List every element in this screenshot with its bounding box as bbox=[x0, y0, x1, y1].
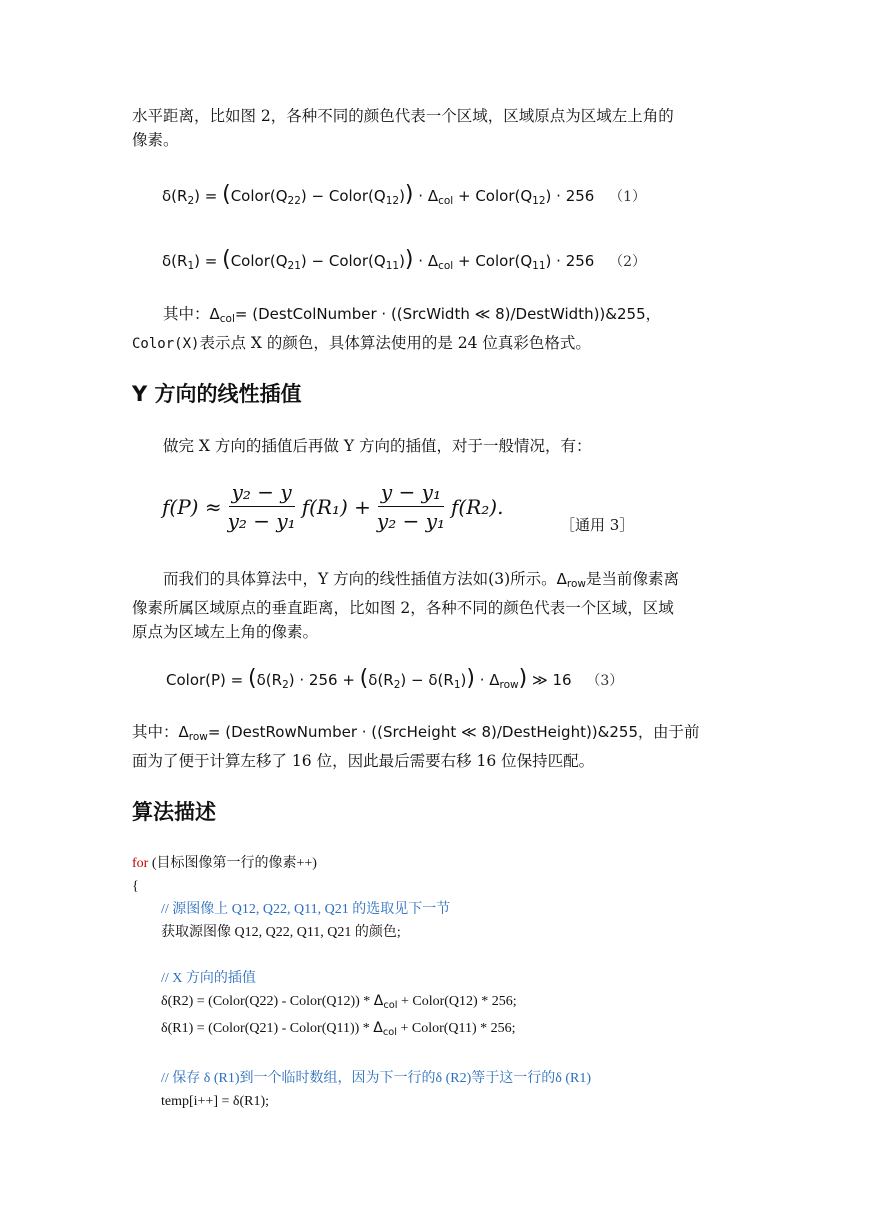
delta-row-formula: = (DestRowNumber · ((SrcHeight ≪ 8)/DestHeight))&255， bbox=[207, 723, 653, 741]
code-line: for (目标图像第一行的像素++) bbox=[132, 856, 317, 871]
code-line: temp[i++] = δ(R1); bbox=[161, 1093, 270, 1109]
code-line: { bbox=[132, 879, 139, 894]
blank-line bbox=[132, 1044, 591, 1067]
text-line: 而我们的具体算法中，Y 方向的线性插值方法如(3)所示。$\Delta_{row}$是当前像素离 bbox=[163, 570, 680, 591]
fraction: $\frac{\text{y − y₁}}{\text{y₂ − y₁}}$ bbox=[376, 480, 446, 533]
text-line: 其中：$\Delta_{row}=$ (DestRowNumber · ((SrcHeight ≪ 8)/DestHeight))&255，由于前 bbox=[132, 723, 700, 744]
code-line: 获取源图像 Q12, Q22, Q11, Q21 的颜色; bbox=[161, 925, 401, 940]
paragraph-y-method bbox=[132, 567, 742, 644]
text-line: 原点为区域左上角的像素。 bbox=[132, 623, 319, 642]
code-comment: // X 方向的插值 bbox=[161, 971, 256, 986]
code-block bbox=[132, 852, 591, 1113]
text-line: 面为了便于计算左移了 16 位，因此最后需要右移 16 位保持匹配。 bbox=[132, 752, 595, 771]
paragraph-intro bbox=[132, 104, 674, 152]
citation-ref: ［通用 3］ bbox=[560, 516, 635, 534]
delta-col-symbol: $\Delta_{col}$ bbox=[373, 993, 398, 1011]
delta-col-formula: = (DestColNumber · ((SrcWidth ≪ 8)/DestWidth))&255， bbox=[234, 305, 661, 323]
equation-number: （3） bbox=[586, 673, 624, 689]
text-line: 其中：$\Delta_{col}=$ (DestColNumber · ((SrcWidth ≪ 8)/DestWidth))&255， bbox=[163, 305, 661, 326]
delta-row-symbol: $\Delta_{row}$ bbox=[178, 723, 208, 744]
code-comment: // 保存 δ (R1)到一个临时数组，因为下一行的δ (R2)等于这一行的δ (R1) bbox=[161, 1070, 592, 1086]
text-line: 水平距离，比如图 2，各种不同的颜色代表一个区域，区域原点为区域左上角的 bbox=[132, 107, 674, 125]
text-line: 像素所属区域原点的垂直距离，比如图 2，各种不同的颜色代表一个区域，区域 bbox=[132, 599, 674, 618]
paragraph-y-intro: 做完 X 方向的插值后再做 Y 方向的插值，对于一般情况，有： bbox=[163, 437, 592, 455]
code-comment: // 源图像上 Q12, Q22, Q11, Q21 的选取见下一节 bbox=[161, 902, 451, 917]
section-heading-y-interp: Y 方向的线性插值 bbox=[132, 382, 302, 406]
section-heading-algorithm: 算法描述 bbox=[132, 800, 216, 824]
paragraph-delta-row bbox=[132, 720, 742, 773]
keyword-for: for bbox=[132, 856, 149, 871]
equation-2: $\delta(R_1)$ = ($Color(Q_{21})$ − $Color(Q_{11})) \cdot \Delta_{col}$ + $Color(Q_{11}) \cdot 256$ （2） bbox=[162, 247, 647, 273]
delta-col-symbol: $\Delta_{col}$ bbox=[373, 1019, 397, 1038]
code-line: δ(R1) = (Color(Q21) - Color(Q11)) * $\Delta_{col}$ + Color(Q11) * 256; bbox=[161, 1019, 516, 1038]
delta-row-symbol: $\Delta_{row}$ bbox=[556, 570, 586, 591]
equation-1: $\delta(R_2)$ = ($Color(Q_{22})$ − $Color(Q_{12})) \cdot \Delta_{col}$ + $Color(Q_{12}) \cdot 256$ （1） bbox=[162, 182, 647, 208]
equation-number: （1） bbox=[609, 189, 647, 205]
paragraph-delta-col bbox=[132, 302, 742, 356]
delta-col-symbol: $\Delta_{col}$ bbox=[209, 305, 235, 326]
equation-number: （2） bbox=[609, 254, 647, 270]
code-line: δ(R2) = (Color(Q22) - Color(Q12)) * $\Delta_{col}$ + Color(Q12) * 256; bbox=[161, 993, 517, 1011]
equation-3: Color(P) = $(\delta(R_2) \cdot 256 + (\delta(R_2) - \delta(R_1)) \cdot \Delta_{row})$ ≫ 16 （3） bbox=[166, 666, 624, 692]
color-x-code: Color(X) bbox=[132, 336, 200, 353]
fraction: $\frac{\text{y₂ − y}}{\text{y₂ − y₁}}$ bbox=[227, 480, 296, 533]
text-line: 像素。 bbox=[132, 131, 179, 149]
blank-line bbox=[132, 944, 591, 967]
text-line: Color(X)表示点 X 的颜色，具体算法使用的是 24 位真彩色格式。 bbox=[132, 334, 591, 353]
formula-linear-interp: f(P) ≈ $\frac{\text{y₂ − y}}{\text{y₂ − y₁}}$ f(R₁) + $\frac{\text{y − y₁}}{\text{y₂ − y₁}}$ f(R₂). bbox=[162, 480, 504, 533]
